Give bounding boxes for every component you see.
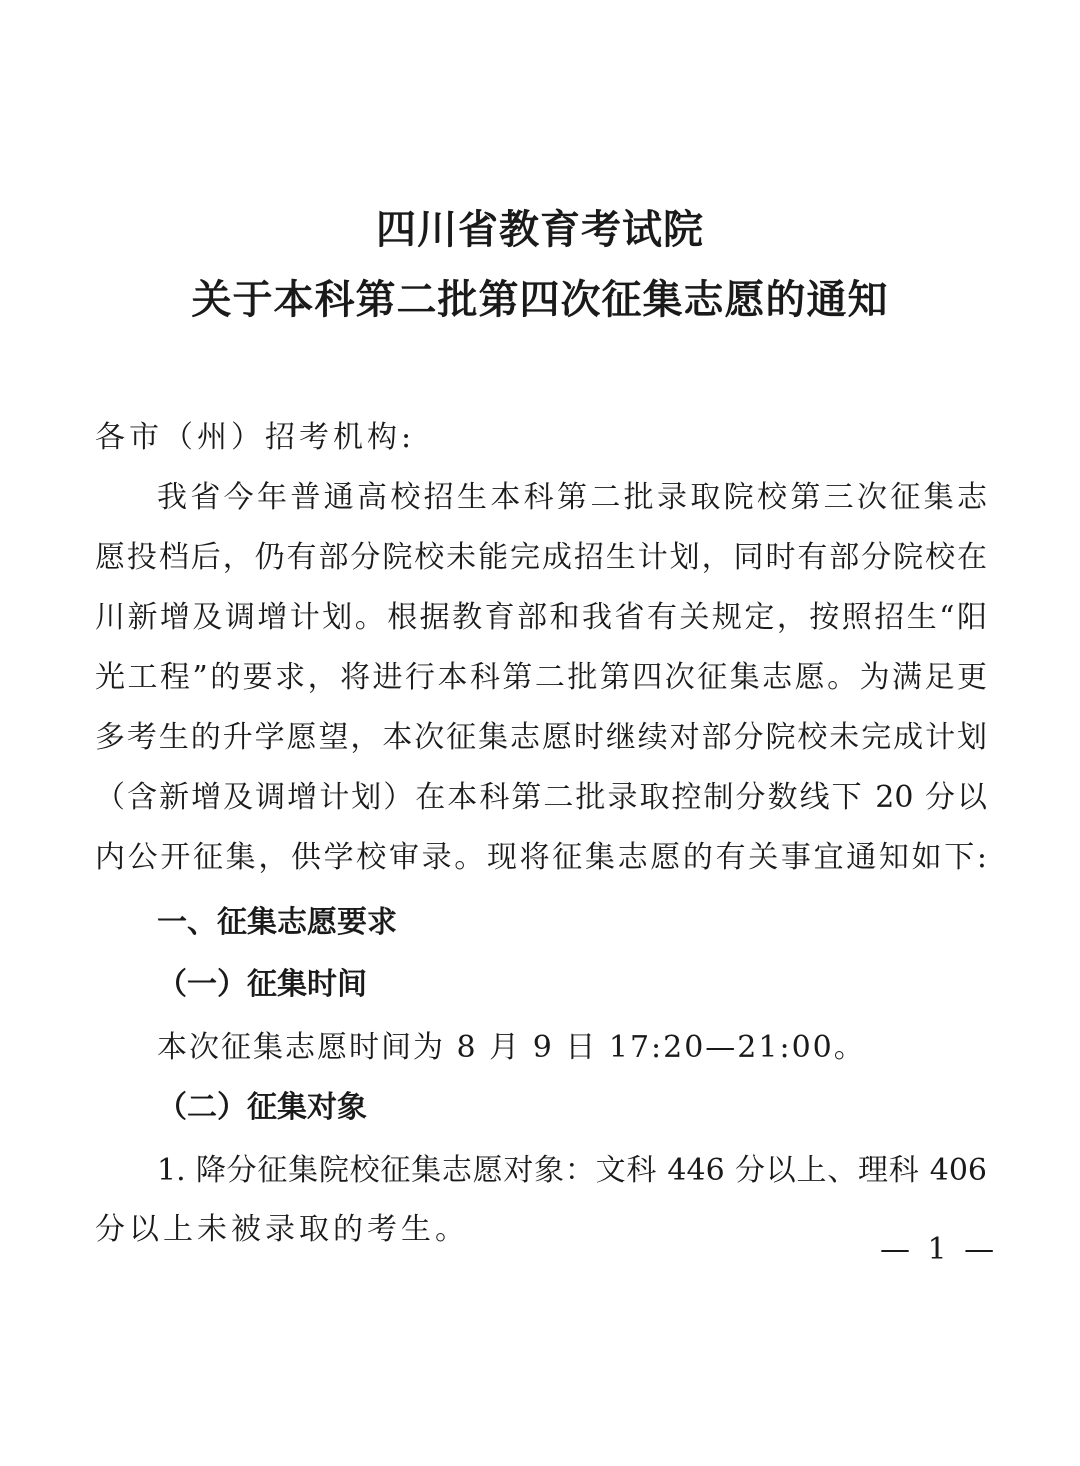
subheading-collection-time: （一）征集时间: [157, 967, 367, 1002]
intro-line-6: （含新增及调增计划）在本科第二批录取控制分数线下 20 分以: [95, 780, 987, 815]
intro-line-7: 内公开征集，供学校审录。现将征集志愿的有关事宜通知如下:: [95, 840, 987, 875]
item1-line1: 1. 降分征集院校征集志愿对象：文科 446 分以上、理科 406: [157, 1153, 987, 1188]
page-number: — 1 —: [880, 1232, 999, 1267]
collection-time-text: 本次征集志愿时间为 8 月 9 日 17:20—21:00。: [157, 1030, 866, 1065]
item1-line2: 分以上未被录取的考生。: [95, 1212, 469, 1247]
document-title-line1: 四川省教育考试院: [376, 207, 704, 253]
salutation: 各市（州）招考机构:: [95, 420, 416, 455]
subheading-collection-target: （二）征集对象: [157, 1090, 367, 1125]
section-heading-requirements: 一、征集志愿要求: [157, 905, 397, 940]
intro-line-4: 光工程”的要求，将进行本科第二批第四次征集志愿。为满足更: [95, 660, 987, 695]
intro-line-1: 我省今年普通高校招生本科第二批录取院校第三次征集志: [157, 480, 987, 515]
intro-line-5: 多考生的升学愿望，本次征集志愿时继续对部分院校未完成计划: [95, 720, 987, 755]
intro-line-3: 川新增及调增计划。根据教育部和我省有关规定，按照招生“阳: [95, 600, 987, 635]
intro-line-2: 愿投档后，仍有部分院校未能完成招生计划，同时有部分院校在: [95, 540, 987, 575]
document-title-line2: 关于本科第二批第四次征集志愿的通知: [191, 277, 889, 323]
